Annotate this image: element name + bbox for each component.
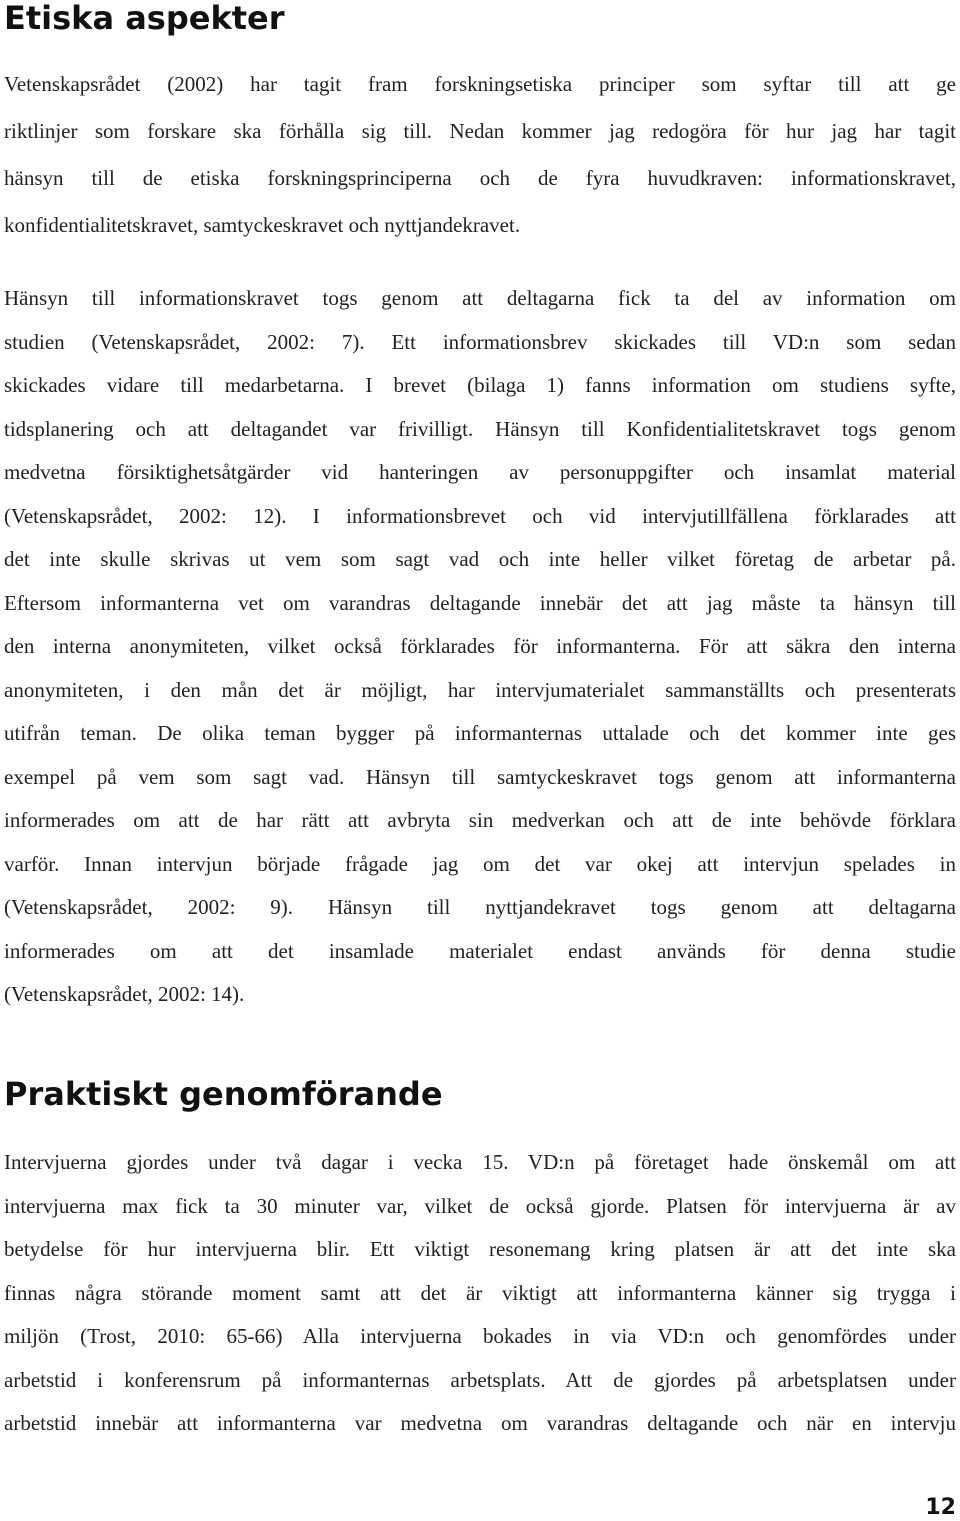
text-line: Hänsyn till informationskravet togs genom att deltagarna fick ta del av information om [4,286,956,310]
text-line: det inte skulle skrivas ut vem som sagt vad och inte heller vilket företag de arbetar på. [4,547,956,571]
text-line: tidsplanering och att deltagandet var frivilligt. Hänsyn till Konfidentialitetskravet togs genom [4,416,956,441]
text-line: miljön (Trost, 2010: 65-66) Alla intervjuerna bokades in via VD:n och genomfördes under [4,1324,956,1348]
text-line: informerades om att de har rätt att avbryta sin medverkan och att de inte behövde förklara [4,808,956,832]
text-line: (Vetenskapsrådet, 2002: 14). [4,982,245,1006]
paragraph-intro-ethics [4,61,956,249]
section-heading-etiska-aspekter: Etiska aspekter [4,0,285,37]
paragraph-practical-execution [4,1141,956,1446]
text-line: betydelse för hur intervjuerna blir. Ett viktigt resonemang kring platsen är att det inte ska [4,1237,956,1261]
text-line: riktlinjer som forskare ska förhålla sig till. Nedan kommer jag redogöra för hur jag har tagit [4,119,956,143]
text-line: skickades vidare till medarbetarna. I brevet (bilaga 1) fanns information om studiens syfte, [4,373,956,397]
paragraph-ethics-requirements [4,277,956,1017]
text-line: varför. Innan intervjun började frågade jag om det var okej att intervjun spelades in [4,851,956,876]
text-line: utifrån teman. De olika teman bygger på informanternas uttalade och det kommer inte ges [4,721,956,745]
text-line: (Vetenskapsrådet, 2002: 12). I informationsbrevet och vid intervjutillfällena förklarades att [4,503,956,528]
text-line: studien (Vetenskapsrådet, 2002: 7). Ett informationsbrev skickades till VD:n som sedan [4,329,956,354]
text-line: arbetstid innebär att informanterna var medvetna om varandras deltagande och när en intervju [4,1411,956,1435]
text-line: medvetna försiktighetsåtgärder vid hanteringen av personuppgifter och insamlat material [4,460,956,484]
text-line: hänsyn till de etiska forskningsprinciperna och de fyra huvudkraven: informationskravet, [4,166,956,190]
text-line: arbetstid i konferensrum på informanternas arbetsplats. Att de gjordes på arbetsplatsen under [4,1367,956,1392]
section-heading-praktiskt-genomforande: Praktiskt genomförande [4,1075,443,1113]
text-line: informerades om att det insamlade materialet endast används för denna studie [4,938,956,963]
text-line: Vetenskapsrådet (2002) har tagit fram forskningsetiska principer som syftar till att ge [4,72,956,96]
text-line: konfidentialitetskravet, samtyckeskravet och nyttjandekravet. [4,213,521,237]
text-line: Intervjuerna gjordes under två dagar i vecka 15. VD:n på företaget hade önskemål om att [4,1150,956,1174]
text-line: finnas några störande moment samt att det är viktigt att informanterna känner sig trygga i [4,1280,956,1305]
page-number: 12 [925,1495,956,1520]
text-line: exempel på vem som sagt vad. Hänsyn till samtyckeskravet togs genom att informanterna [4,764,956,789]
text-line: (Vetenskapsrådet, 2002: 9). Hänsyn till nyttjandekravet togs genom att deltagarna [4,895,956,919]
text-line: intervjuerna max fick ta 30 minuter var, vilket de också gjorde. Platsen för intervjuerna är av [4,1193,956,1218]
text-line: den interna anonymiteten, vilket också förklarades för informanterna. För att säkra den interna [4,634,956,658]
text-line: Eftersom informanterna vet om varandras deltagande innebär det att jag måste ta hänsyn till [4,590,956,615]
text-line: anonymiteten, i den mån det är möjligt, har intervjumaterialet sammanställts och presenterats [4,677,956,702]
